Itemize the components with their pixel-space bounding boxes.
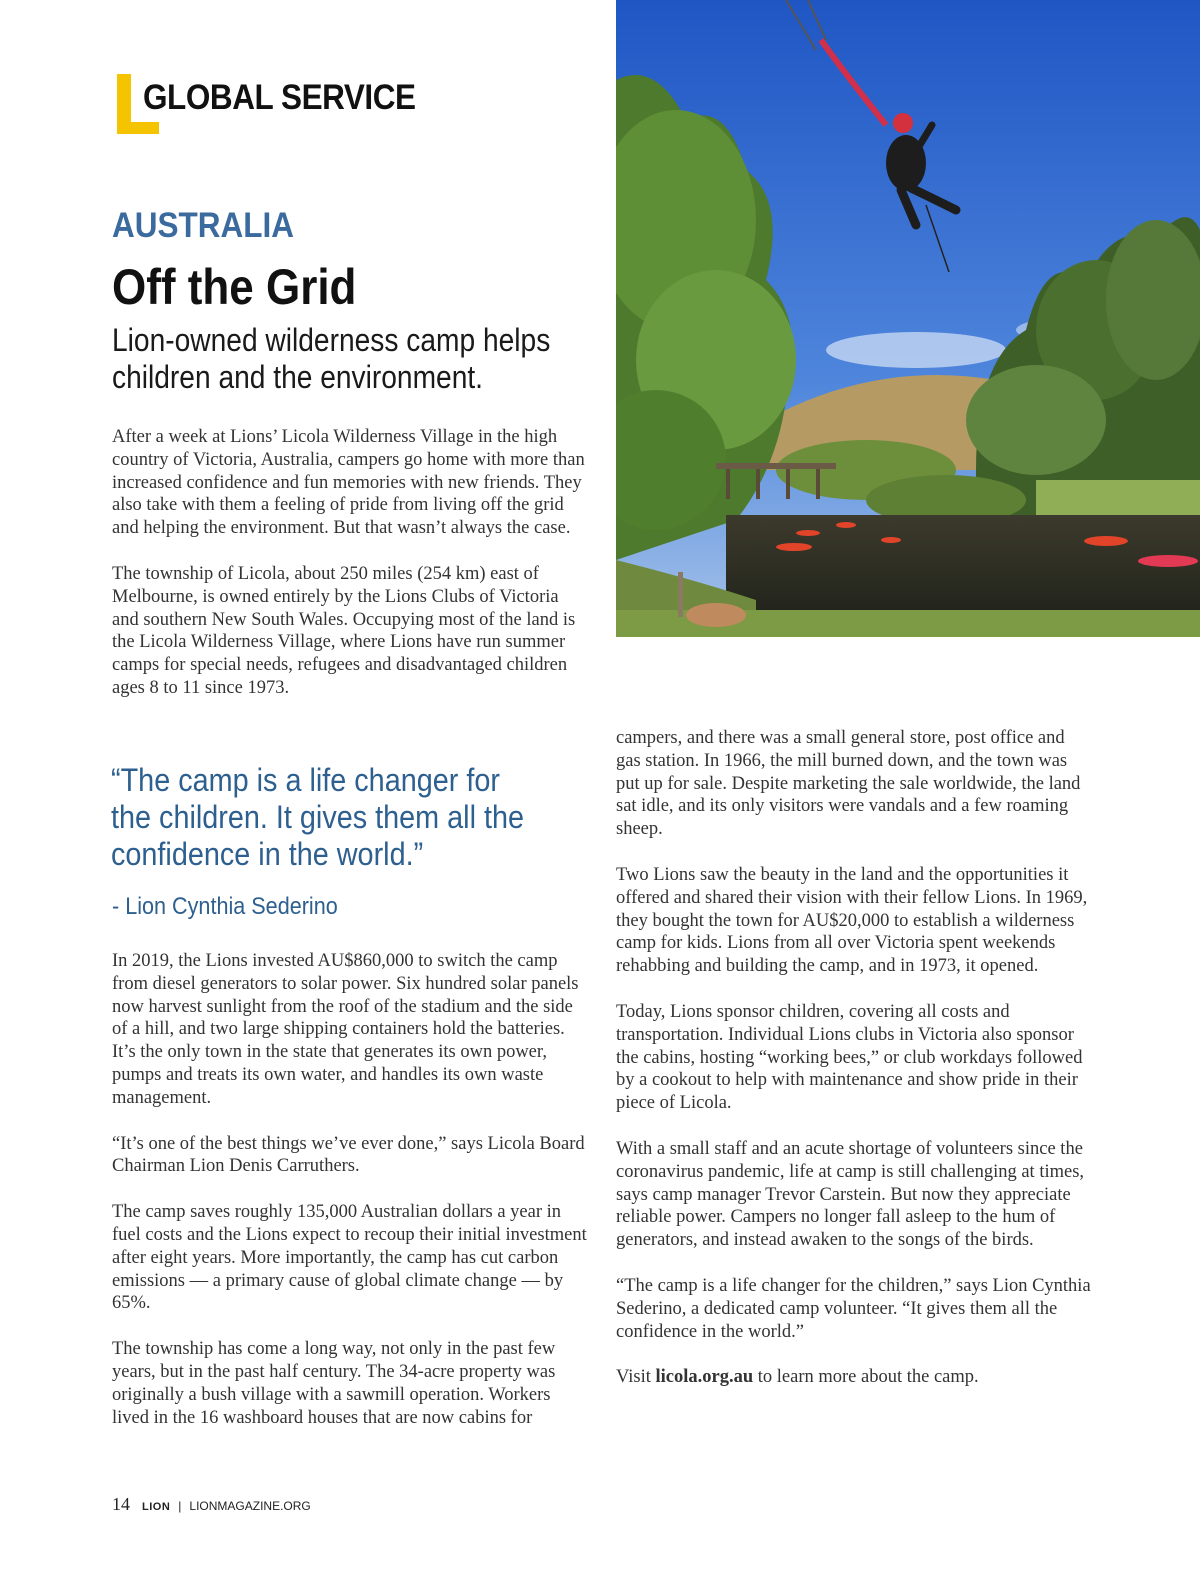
paragraph: The camp saves roughly 135,000 Australian dollars a year in fuel costs and the Lions expect to recoup their initial investment after eight years. More importantly, the camp has cut carbon emissions — a primary cause of global climate change — by 65%.: [112, 1202, 587, 1314]
magazine-brand: LION: [142, 1501, 171, 1513]
right-column: [616, 727, 1091, 1412]
paragraph: “The camp is a life changer for the children,” says Lion Cynthia Sederino, a dedicated camp volunteer. “It gives them all the confidence in the world.”: [616, 1275, 1091, 1342]
page-footer: [112, 1494, 311, 1514]
article-deck: Lion-owned wilderness camp helps children and the environment.: [112, 322, 551, 395]
visit-suffix: to learn more about the camp.: [753, 1367, 979, 1388]
page-number: 14: [112, 1494, 130, 1514]
visit-prefix: Visit: [616, 1367, 656, 1388]
left-column-bottom: [112, 950, 587, 1452]
section-label: [117, 74, 417, 134]
left-column-top: [112, 426, 587, 723]
visit-paragraph: [616, 1366, 1091, 1389]
article-headline: Off the Grid: [112, 259, 357, 315]
licola-link[interactable]: licola.org.au: [655, 1367, 754, 1388]
paragraph: After a week at Lions’ Licola Wilderness Village in the high country of Victoria, Australia, campers go home with more than increased confidence and fun memories with new friends. They also take with them a feeling of pride from living off the grid and helping the environment. But that wasn’t always the case.: [112, 427, 585, 539]
paragraph: campers, and there was a small general store, post office and gas station. In 1966, the mill burned down, and the town was put up for sale. Despite marketing the sale worldwide, the land sat idle, and its only visitors were vandals and a few roaming sheep.: [616, 728, 1081, 840]
paragraph: The township of Licola, about 250 miles (254 km) east of Melbourne, is owned entirely by the Lions Clubs of Victoria and southern New South Wales. Occupying most of the land is the Licola Wilderness Village, where Lions have run summer camps for special needs, refugees and disadvantaged children ages 8 to 11 since 1973.: [112, 563, 576, 698]
paragraph: With a small staff and an acute shortage of volunteers since the coronavirus pandemic, life at camp is still challenging at times, says camp manager Trevor Carstein. But now they appreciate reliable power. Campers no longer fall asleep to the hum of generators, and instead awaken to the songs of the birds.: [616, 1138, 1085, 1251]
article-country: AUSTRALIA: [112, 206, 294, 245]
section-bracket-foot: [117, 122, 159, 134]
magazine-website[interactable]: LIONMAGAZINE.ORG: [189, 1499, 311, 1513]
pull-quote-attribution: - Lion Cynthia Sederino: [112, 893, 338, 920]
pull-quote: “The camp is a life changer for the children. It gives them all the confidence in the world.”: [111, 762, 525, 872]
paragraph: Two Lions saw the beauty in the land and the opportunities it offered and shared their vision with their fellow Lions. In 1969, they bought the town for AU$20,000 to establish a wilderness camp for kids. Lions from all over Victoria spent weekends rehabbing and building the camp, and in 1973, it opened.: [616, 864, 1088, 977]
paragraph: In 2019, the Lions invested AU$860,000 to switch the camp from diesel generators to solar power. Six hundred solar panels now harvest sunlight from the roof of the stadium and the side of a hill, and two large shipping containers hold the batteries. It’s the only town in the state that generates its own power, pumps and treats its own water, and handles its own waste management.: [112, 951, 579, 1108]
paragraph: “It’s one of the best things we’ve ever done,” says Licola Board Chairman Lion Denis Carruthers.: [112, 1133, 585, 1177]
footer-separator: |: [178, 1499, 182, 1513]
camp-photo: [616, 0, 1200, 637]
paragraph: The township has come a long way, not only in the past few years, but in the past half century. The 34-acre property was originally a bush village with a sawmill operation. Workers lived in the 16 washboard houses that are now cabins for: [112, 1339, 556, 1428]
paragraph: Today, Lions sponsor children, covering all costs and transportation. Individual Lions clubs in Victoria also sponsor the cabins, hosting “working bees,” or club workdays followed by a cookout to help with maintenance and show pride in their piece of Licola.: [616, 1001, 1083, 1114]
section-title: GLOBAL SERVICE: [143, 78, 416, 117]
